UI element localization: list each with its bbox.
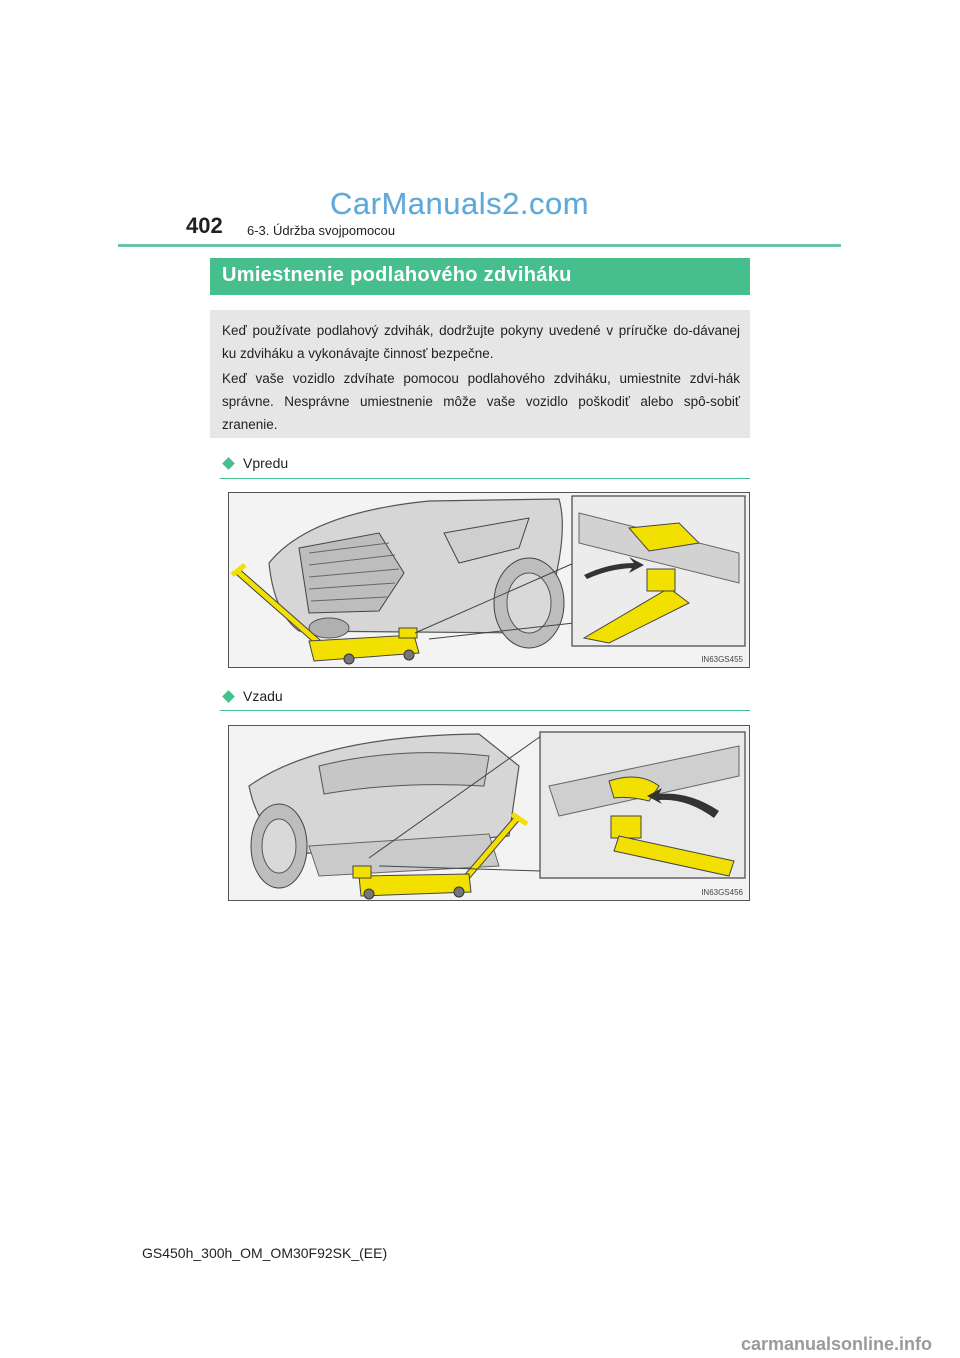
intro-box xyxy=(210,310,750,438)
front-illustration xyxy=(229,493,749,667)
document-code: GS450h_300h_OM_OM30F92SK_(EE) xyxy=(142,1245,388,1261)
diamond-bullet-icon xyxy=(222,457,235,470)
footer-watermark: carmanualsonline.info xyxy=(740,1334,932,1354)
title-bar xyxy=(210,258,750,295)
intro-paragraph-1: Keď používate podlahový zdvihák, dodržujte pokyny uvedené v príručke do-dávanej ku zdviháku a vykonávajte činnosť bezpečne. xyxy=(222,323,740,361)
figure-code-rear: IN63GS456 xyxy=(701,888,743,897)
subheading-rear-label: Vzadu xyxy=(243,688,283,704)
header-divider xyxy=(118,244,841,247)
inset-front-detail xyxy=(572,496,745,646)
inset-rear-detail xyxy=(540,732,745,878)
page-title: Umiestnenie podlahového zdviháku xyxy=(222,264,572,286)
subheading-front-label: Vpredu xyxy=(243,455,289,471)
rear-illustration xyxy=(229,726,749,900)
intro-paragraph-2: Keď vaše vozidlo zdvíhate pomocou podlahového zdviháku, umiestnite zdvi-hák správne. Nesprávne umiestnenie môže vaše vozidlo poškodiť alebo spô-sobiť zranenie. xyxy=(222,371,740,432)
page-number: 402 xyxy=(186,213,223,238)
subheading-front xyxy=(222,455,288,471)
diamond-bullet-icon xyxy=(222,690,235,703)
figure-rear-jack-point xyxy=(228,725,750,901)
section-title: 6-3. Údržba svojpomocou xyxy=(247,223,396,238)
subheading-front-rule xyxy=(220,478,750,479)
subheading-rear-rule xyxy=(220,710,750,711)
figure-front-jack-point xyxy=(228,492,750,668)
watermark-logo: CarManuals2.com xyxy=(330,186,590,221)
figure-code-front: IN63GS455 xyxy=(701,655,743,664)
subheading-rear xyxy=(222,688,283,704)
